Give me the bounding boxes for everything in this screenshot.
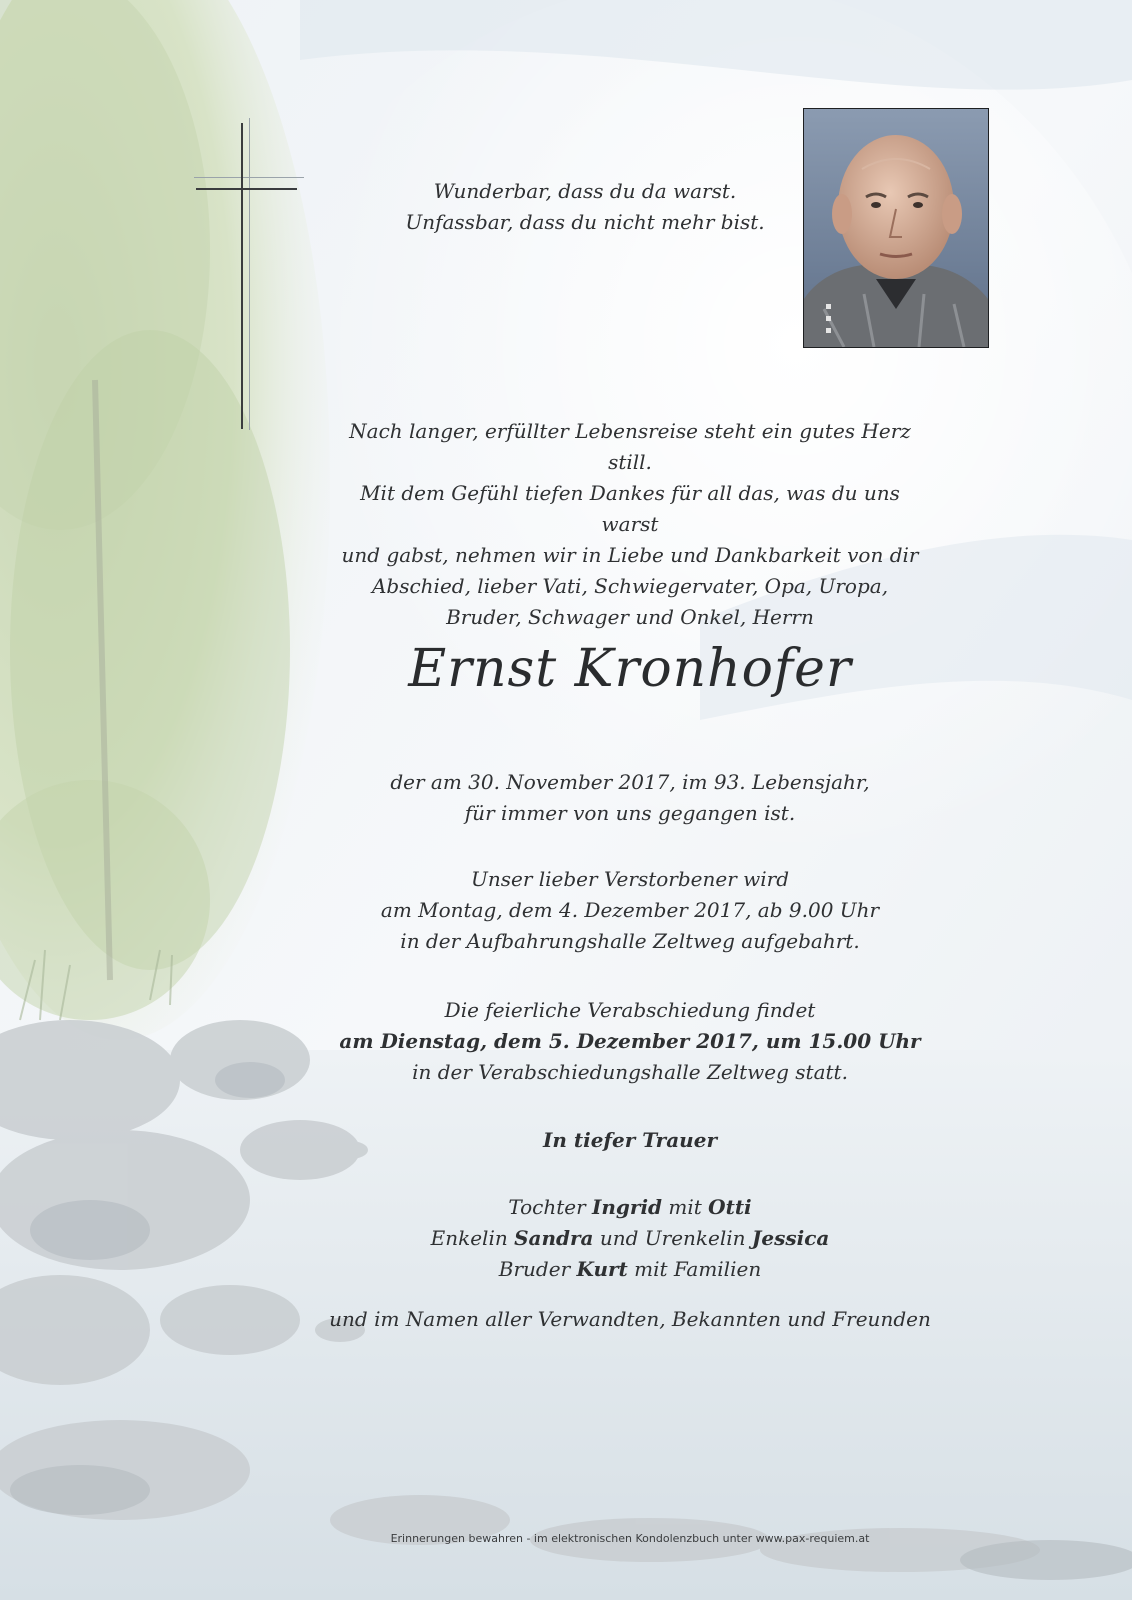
family-row-2-name-b: Jessica xyxy=(751,1226,830,1250)
cross-crossbar xyxy=(196,188,297,190)
family-row-2-text-a: Enkelin xyxy=(430,1226,515,1250)
farewell-line-3: in der Verabschiedungshalle Zeltweg statt. xyxy=(412,1060,848,1084)
intro-line-2: Mit dem Gefühl tiefen Dankes für all das, was du uns warst xyxy=(360,481,900,536)
death-line-1: der am 30. November 2017, im 93. Lebensjahr, xyxy=(390,770,870,794)
intro-line-5: Bruder, Schwager und Onkel, Herrn xyxy=(446,605,814,629)
deceased-name: Ernst Kronhofer xyxy=(408,639,852,699)
death-line-2: für immer von uns gegangen ist. xyxy=(464,801,796,825)
family-row-1-name-a: Ingrid xyxy=(592,1195,663,1219)
intro-line-1: Nach langer, erfüllter Lebensreise steht ein gutes Herz still. xyxy=(349,419,911,474)
farewell-line-1: Die feierliche Verabschiedung findet xyxy=(444,998,816,1022)
family-row-3-text-b: mit Familien xyxy=(627,1257,762,1281)
cross-shadow-vertical xyxy=(249,118,250,430)
family-row-1-text-a: Tochter xyxy=(508,1195,593,1219)
death-notice xyxy=(330,767,930,829)
family-row-2-text-b: und Urenkelin xyxy=(593,1226,752,1250)
cross-icon xyxy=(241,123,243,429)
wake-line-3: in der Aufbahrungshalle Zeltweg aufgebahrt. xyxy=(400,929,860,953)
intro-line-4: Abschied, lieber Vati, Schwiegervater, Opa, Uropa, xyxy=(371,574,889,598)
family-row-3-text-a: Bruder xyxy=(498,1257,577,1281)
family-row-2 xyxy=(330,1223,930,1254)
wake-notice xyxy=(330,864,930,957)
intro-paragraph xyxy=(330,416,930,633)
family-row-3 xyxy=(330,1254,930,1285)
footer-condolence-link[interactable]: Erinnerungen bewahren - im elektronischen Kondolenzbuch unter www.pax-requiem.at xyxy=(390,1532,870,1545)
family-list xyxy=(330,1192,930,1285)
family-row-3-name-a: Kurt xyxy=(576,1257,628,1281)
portrait-photo xyxy=(803,108,989,348)
wake-line-2: am Montag, dem 4. Dezember 2017, ab 9.00 Uhr xyxy=(380,898,880,922)
farewell-notice xyxy=(330,995,930,1088)
closing-line: und im Namen aller Verwandten, Bekannten und Freunden xyxy=(329,1307,931,1331)
quote-line-1: Wunderbar, dass du da warst. xyxy=(433,179,737,203)
family-row-1-name-b: Otti xyxy=(708,1195,752,1219)
family-row-1 xyxy=(330,1192,930,1223)
farewell-line-2: am Dienstag, dem 5. Dezember 2017, um 15.00 Uhr xyxy=(339,1029,921,1053)
wake-line-1: Unser lieber Verstorbener wird xyxy=(471,867,789,891)
memorial-quote xyxy=(360,176,810,238)
intro-line-3: und gabst, nehmen wir in Liebe und Dankbarkeit von dir xyxy=(341,543,919,567)
sorrow-heading: In tiefer Trauer xyxy=(543,1128,717,1152)
cross-shadow-horizontal xyxy=(194,177,304,178)
family-row-1-text-b: mit xyxy=(662,1195,709,1219)
family-row-2-name-a: Sandra xyxy=(514,1226,594,1250)
quote-line-2: Unfassbar, dass du nicht mehr bist. xyxy=(405,210,765,234)
